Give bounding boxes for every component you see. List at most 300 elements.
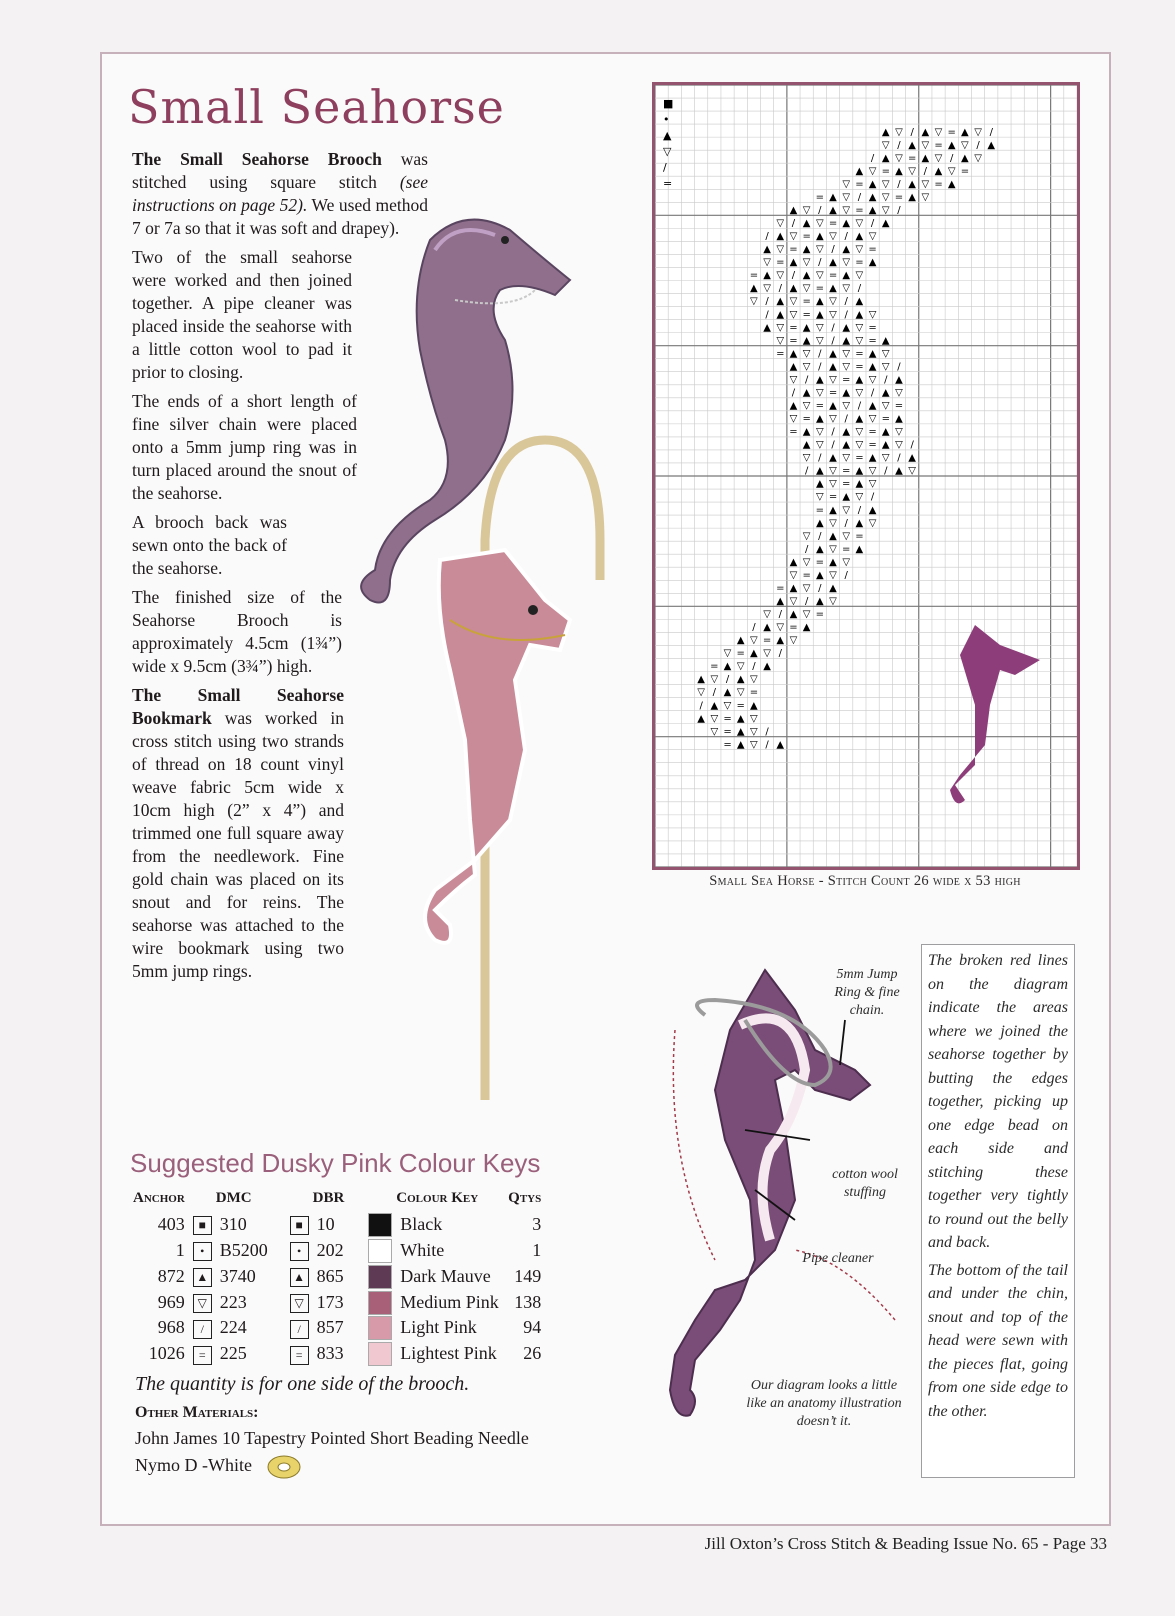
chart-symbol: ▽ (829, 517, 837, 529)
chart-symbol: / (884, 374, 888, 386)
chart-symbol: ▲ (868, 400, 877, 412)
chart-symbol: ▲ (829, 400, 837, 412)
chart-symbol: ▲ (763, 270, 771, 282)
chart-caption: Small Sea Horse - Stitch Count 26 wide x 53 high (709, 873, 1021, 889)
chart-symbol: ▽ (789, 231, 798, 243)
chart-symbol: ▽ (829, 374, 837, 386)
chart-symbol: ▽ (750, 726, 758, 738)
chart-symbol: ▲ (947, 139, 956, 151)
chart-symbol: = (776, 348, 785, 360)
chart-symbol: ▲ (789, 400, 798, 412)
chart-symbol: = (842, 543, 851, 555)
chart-symbol: ▲ (921, 126, 930, 138)
chart-symbol: = (815, 283, 825, 295)
chart-symbol: / (818, 530, 822, 542)
chart-symbol: ▲ (789, 361, 798, 373)
dmc-number: B5200 (219, 1239, 268, 1260)
dmc-number: 310 (219, 1213, 247, 1234)
page-title: Small Seahorse (128, 80, 505, 134)
chart-symbol: = (868, 335, 877, 347)
intro-p6-text: was worked in cross stitch using two strands of thread on 18 count vinyl weave fabric 5cm wide x 10cm high (2” x 4”) and trimmed one full square away from the needlework. Fine gold chain was placed on its snout and for reins. The seahorse was attached to the wire bookmark using two 5mm jump rings. (132, 708, 344, 981)
chart-symbol: ▲ (829, 556, 837, 568)
chart-symbol: ▽ (829, 465, 837, 477)
chart-symbol: / (699, 700, 703, 712)
chart-symbol: / (910, 439, 914, 451)
chart-symbol: ▲ (881, 387, 890, 399)
chart-symbol: ▲ (855, 478, 864, 490)
chart-symbol: = (789, 335, 798, 347)
chart-symbol: ▽ (829, 595, 837, 607)
chart-symbol: ▲ (710, 700, 719, 712)
chart-symbol: / (857, 191, 862, 203)
colour-key-row (133, 1263, 545, 1289)
chart-symbol: = (723, 726, 732, 738)
chart-symbol: / (791, 270, 796, 282)
chart-symbol: = (934, 139, 943, 151)
chart-symbol: ▲ (842, 439, 851, 451)
chart-symbol: ▲ (908, 452, 917, 464)
chart-symbol: ▲ (908, 139, 917, 151)
chart-symbol: ▲ (868, 504, 877, 516)
chart-symbol: / (884, 465, 888, 477)
chart-symbol: ▽ (842, 361, 851, 373)
chart-symbol: ▲ (750, 283, 758, 295)
chart-symbol: = (815, 400, 825, 412)
colour-name: White (400, 1239, 445, 1260)
chart-symbol: = (789, 244, 798, 256)
chart-symbol: ▽ (815, 491, 824, 503)
chart-symbol: / (818, 582, 822, 594)
chart-symbol: ▲ (723, 661, 732, 673)
chart-symbol: = (802, 231, 811, 243)
chart-symbol: ▲ (881, 426, 890, 438)
chart-symbol: ▽ (829, 413, 837, 425)
chart-symbol: = (855, 530, 864, 542)
chart-symbol: / (804, 465, 809, 477)
chart-symbol: / (897, 178, 901, 190)
chart-symbol: = (855, 178, 864, 190)
chart-symbol: ▲ (895, 374, 903, 386)
chart-symbol: ▲ (815, 413, 824, 425)
chart-symbol: ▲ (736, 739, 745, 751)
chart-symbol: = (736, 700, 745, 712)
chart-symbol: ▽ (868, 413, 877, 425)
jump-ring-label: 5mm Jump Ring & fine chain. (834, 967, 900, 1018)
chart-symbol: ▽ (723, 648, 732, 660)
chart-symbol: ▲ (802, 439, 811, 451)
chart-symbol: = (815, 609, 825, 621)
quantity: 1 (532, 1239, 542, 1260)
chart-symbol: ▽ (776, 244, 785, 256)
chart-symbol: ▲ (789, 609, 798, 621)
chart-symbol: ▲ (750, 648, 758, 660)
chart-symbol: ▲ (829, 452, 837, 464)
chart-symbol: ▲ (776, 296, 785, 308)
material-needle: John James 10 Tapestry Pointed Short Beading Needle (135, 1428, 529, 1448)
chart-symbol: ▽ (736, 687, 745, 699)
dbr-number: 857 (316, 1317, 344, 1338)
chart-symbol: = (710, 661, 719, 673)
chart-symbol: ▽ (868, 517, 877, 529)
chart-symbol: ▽ (881, 139, 890, 151)
chart-symbol: ▽ (789, 374, 798, 386)
chart-symbol: ▽ (802, 556, 811, 568)
chart-symbol: ▽ (789, 413, 798, 425)
colour-name: Black (400, 1213, 443, 1234)
chart-symbol: / (923, 165, 928, 177)
symbol-icon: ▽ (193, 1294, 212, 1313)
chart-symbol: ▲ (815, 231, 824, 243)
anchor-number: 1 (175, 1239, 185, 1260)
chart-symbol: = (894, 191, 904, 203)
chart-symbol: ▽ (710, 713, 719, 725)
chart-symbol: ▲ (895, 165, 903, 177)
chart-symbol: ▽ (829, 478, 837, 490)
dmc-number: 225 (219, 1343, 247, 1364)
chart-symbol: = (842, 465, 851, 477)
chart-symbol: ▲ (868, 257, 877, 269)
chart-symbol: ▽ (789, 569, 798, 581)
chart-symbol: ▲ (802, 218, 811, 230)
chart-symbol: / (712, 687, 717, 699)
chart-symbol: ▲ (789, 257, 798, 269)
chart-symbol: ▲ (789, 582, 798, 594)
chart-symbol: = (802, 413, 811, 425)
chart-symbol: = (828, 218, 838, 230)
chart-symbol: = (894, 400, 904, 412)
chart-symbol: ▽ (789, 309, 798, 321)
symbol-icon: / (193, 1320, 212, 1339)
chart-symbol: ▽ (802, 348, 811, 360)
colour-key-row (133, 1289, 545, 1315)
chart-symbol: ▽ (908, 465, 917, 477)
chart-symbol: ▲ (881, 152, 890, 164)
chart-symbol: ▲ (842, 491, 851, 503)
quantity: 3 (532, 1213, 542, 1234)
chart-legend-symbol: ■ (663, 97, 674, 110)
chart-symbol: ▲ (855, 517, 864, 529)
chart-symbol: / (778, 609, 782, 621)
chart-symbol: / (765, 231, 769, 243)
intro-p4: A brooch back was sewn onto the back of the seahorse. (132, 512, 287, 578)
page-footer: Jill Oxton’s Cross Stitch & Beading Issue No. 65 - Page 33 (704, 1534, 1107, 1553)
col-dmc: DMC (215, 1190, 252, 1206)
chart-symbol: / (778, 283, 782, 295)
chart-symbol: = (802, 569, 811, 581)
chart-symbol: ▲ (815, 309, 824, 321)
chart-symbol: = (868, 322, 877, 334)
chart-symbol: ▲ (829, 204, 837, 216)
chart-symbol: ▲ (855, 165, 864, 177)
chart-symbol: / (778, 648, 782, 660)
chart-symbol: ▽ (908, 165, 917, 177)
chart-symbol: ▽ (868, 309, 877, 321)
thread-spool-icon (266, 1454, 302, 1480)
chart-symbol: ▽ (881, 400, 890, 412)
chart-symbol: ▲ (750, 700, 758, 712)
symbol-icon: ■ (193, 1216, 212, 1235)
chart-symbol: ▽ (750, 713, 758, 725)
chart-symbol: ▲ (829, 348, 837, 360)
chart-symbol: ▽ (881, 178, 890, 190)
chart-symbol: ▲ (815, 478, 824, 490)
chart-symbol: ▲ (723, 687, 732, 699)
intro-p1-a: was stitched using square stitch (132, 149, 428, 192)
symbol-icon: • (290, 1242, 309, 1261)
intro-p3: The ends of a short length of fine silver chain were placed onto a 5mm jump ring was in turn placed around the snout of the seahorse. (132, 391, 357, 503)
anchor-number: 1026 (148, 1343, 185, 1364)
chart-symbol: ▽ (750, 739, 758, 751)
chart-symbol: ▲ (829, 530, 837, 542)
pipe-cleaner-label: Pipe cleaner (802, 1251, 874, 1266)
colour-name: Light Pink (400, 1317, 477, 1338)
colour-swatch (368, 1316, 392, 1340)
chart-symbol: ▽ (750, 296, 758, 308)
chart-symbol: ▲ (868, 452, 877, 464)
chart-symbol: = (947, 126, 956, 138)
chart-symbol: ▽ (802, 530, 811, 542)
colour-name: Medium Pink (400, 1291, 499, 1312)
chart-symbol: ▲ (868, 204, 877, 216)
chart-symbol: ▲ (815, 543, 824, 555)
colour-swatch (368, 1265, 392, 1289)
anatomy-note: Our diagram looks a little like an anatomy illustration doesn’t it. (746, 1378, 902, 1429)
chart-symbol: ▲ (881, 439, 890, 451)
chart-symbol: ▲ (815, 296, 824, 308)
chart-symbol: / (950, 152, 954, 164)
anchor-number: 403 (157, 1213, 185, 1234)
colour-swatch (368, 1291, 392, 1315)
chart-symbol: ▲ (736, 726, 745, 738)
colour-swatch (368, 1213, 392, 1237)
chart-symbol: / (844, 413, 848, 425)
chart-symbol: ▲ (697, 674, 706, 686)
chart-symbol: / (857, 283, 862, 295)
chart-symbol: ▲ (895, 465, 903, 477)
chart-symbol: ▽ (736, 661, 745, 673)
chart-symbol: ▽ (842, 556, 851, 568)
chart-symbol: = (855, 452, 864, 464)
chart-symbol: / (844, 569, 848, 581)
chart-symbol: ▲ (829, 361, 837, 373)
chart-legend-symbol: = (663, 177, 673, 190)
chart-symbol: = (776, 582, 785, 594)
dbr-number: 202 (316, 1239, 344, 1260)
chart-symbol: ▲ (868, 361, 877, 373)
chart-symbol: / (818, 348, 822, 360)
chart-symbol: = (815, 504, 825, 516)
chart-symbol: ▽ (881, 204, 890, 216)
chart-symbol: / (910, 126, 914, 138)
dbr-number: 10 (316, 1213, 335, 1234)
chart-symbol: ▽ (802, 257, 811, 269)
chart-symbol: = (855, 348, 864, 360)
chart-symbol: ▽ (855, 270, 864, 282)
chart-symbol: / (818, 204, 822, 216)
chart-symbol: / (870, 152, 875, 164)
chart-symbol: ▽ (881, 348, 890, 360)
chart-symbol: ▲ (855, 231, 864, 243)
symbol-icon: = (193, 1346, 212, 1365)
chart-symbol: ▲ (855, 309, 864, 321)
chart-symbol: ▽ (776, 270, 785, 282)
chart-symbol: ▲ (842, 426, 851, 438)
symbol-icon: / (290, 1320, 309, 1339)
chart-symbol: ▽ (895, 152, 903, 164)
chart-symbol: = (868, 244, 877, 256)
chart-symbol: = (828, 491, 838, 503)
chart-symbol: ▲ (776, 595, 785, 607)
chart-symbol: ▽ (710, 726, 719, 738)
colour-key-row (133, 1340, 545, 1366)
chart-symbol: ▽ (710, 674, 719, 686)
chart-symbol: ▽ (855, 244, 864, 256)
chart-symbol: ▽ (974, 152, 982, 164)
chart-symbol: ▲ (815, 465, 824, 477)
chart-symbol: = (828, 270, 838, 282)
chart-symbol: ▽ (776, 622, 785, 634)
chart-symbol: ▽ (842, 283, 851, 295)
chart-symbol: = (762, 635, 772, 647)
note-p1: The broken red lines on the diagram indicate the areas where we joined the seahorse together by butting the edges together, picking up one edge bead on each side and stitching these together very tightly to round out the belly and back. (928, 952, 1068, 1251)
chart-symbol: ▽ (697, 687, 706, 699)
chart-symbol: / (976, 139, 980, 151)
colour-key-table (133, 1190, 545, 1366)
chart-symbol: / (765, 296, 769, 308)
chart-symbol: ▽ (815, 426, 824, 438)
chart-symbol: ▲ (908, 178, 917, 190)
chart-symbol: ▲ (815, 569, 824, 581)
chart-symbol: / (857, 504, 862, 516)
chart-symbol: ▽ (868, 165, 877, 177)
chart-symbol: = (723, 739, 732, 751)
chart-symbol: = (749, 687, 759, 699)
mini-seahorse-image (950, 625, 1040, 803)
chart-symbol: ▽ (802, 361, 811, 373)
dbr-number: 173 (316, 1291, 344, 1312)
colour-swatch (368, 1342, 392, 1366)
chart-legend-symbol: • (663, 113, 670, 126)
chart-symbol: ▽ (802, 283, 811, 295)
colour-name: Dark Mauve (400, 1265, 491, 1286)
chart-symbol: ▽ (842, 257, 851, 269)
chart-symbol: / (804, 595, 809, 607)
colour-key-row (133, 1315, 545, 1341)
chart-symbol: ▲ (802, 335, 811, 347)
chart-symbol: / (844, 296, 848, 308)
chart-symbol: ▽ (815, 244, 824, 256)
symbol-icon: ▽ (290, 1294, 309, 1313)
chart-symbol: = (723, 713, 732, 725)
chart-symbol: = (881, 413, 890, 425)
chart-symbol: ▲ (789, 348, 798, 360)
chart-symbol: ▽ (895, 439, 903, 451)
colour-key-row (133, 1237, 545, 1263)
colour-name: Lightest Pink (400, 1343, 497, 1364)
intro-p1-b: We used method 7 or 7a so that it was soft and drapey). (132, 195, 428, 238)
chart-symbol: ▽ (934, 126, 943, 138)
chart-symbol: ▲ (895, 413, 903, 425)
chart-symbol: ▲ (842, 322, 851, 334)
chart-symbol: ▽ (881, 361, 890, 373)
chart-symbol: / (791, 218, 796, 230)
chart-symbol: ▲ (868, 191, 877, 203)
chart-symbol: / (725, 674, 730, 686)
chart-symbol: ▲ (829, 582, 837, 594)
chart-symbol: = (828, 387, 838, 399)
colour-key-row (133, 1211, 545, 1237)
material-thread-label: Nymo D -White (135, 1455, 252, 1476)
chart-symbol: ▲ (697, 713, 706, 725)
chart-symbol: / (818, 452, 822, 464)
chart-symbol: ▽ (802, 204, 811, 216)
chart-symbol: ▲ (763, 661, 771, 673)
chart-symbol: / (752, 622, 756, 634)
chart-symbol: ▲ (881, 335, 890, 347)
other-materials-label: Other Materials: (135, 1404, 259, 1421)
chart-symbol: ▽ (855, 322, 864, 334)
chart-symbol: = (855, 257, 864, 269)
chart-symbol: ▽ (855, 218, 864, 230)
chart-symbol: ▽ (763, 609, 771, 621)
chart-symbol: = (815, 191, 825, 203)
chart-symbol: ▲ (829, 191, 837, 203)
chart-symbol: ▽ (829, 231, 837, 243)
chart-symbol: ▽ (802, 400, 811, 412)
chart-symbol: = (736, 648, 745, 660)
chart-symbol: / (897, 204, 901, 216)
chart-symbol: / (831, 244, 835, 256)
chart-symbol: = (789, 426, 798, 438)
chart-symbol: ▽ (842, 204, 851, 216)
chart-symbol: ▲ (815, 517, 824, 529)
joining-note-box (921, 944, 1075, 1478)
chart-symbol: = (815, 556, 825, 568)
chart-symbol: = (960, 165, 970, 177)
quantity-note: The quantity is for one side of the brooch. (135, 1373, 470, 1395)
material-thread (135, 1454, 302, 1480)
chart-symbol: ▽ (815, 387, 824, 399)
colour-key-heading: Suggested Dusky Pink Colour Keys (130, 1148, 541, 1178)
symbol-icon: = (290, 1346, 309, 1365)
chart-symbol: ▲ (776, 231, 785, 243)
chart-symbol: ▲ (829, 504, 837, 516)
intro-p6 (132, 684, 344, 983)
cotton-wool-label: cotton wool stuffing (832, 1167, 898, 1200)
chart-symbol: ▲ (842, 335, 851, 347)
chart-symbol: ▲ (815, 374, 824, 386)
chart-symbol: ▲ (736, 674, 745, 686)
colour-swatch (368, 1239, 392, 1263)
chart-symbol: ▲ (881, 218, 890, 230)
chart-symbol: ▽ (829, 309, 837, 321)
chart-symbol: ▽ (763, 648, 771, 660)
chart-symbol: ▽ (842, 400, 851, 412)
chart-symbol: ▽ (815, 270, 824, 282)
chart-symbol: ▽ (842, 504, 851, 516)
chart-symbol: / (844, 231, 848, 243)
chart-symbol: ▽ (750, 635, 758, 647)
chart-symbol: ▽ (868, 465, 877, 477)
chart-symbol: = (868, 426, 877, 438)
chart-symbol: ▽ (763, 283, 771, 295)
chart-symbol: ▽ (829, 296, 837, 308)
chart-symbol: / (870, 387, 875, 399)
chart-symbol: ▲ (802, 622, 811, 634)
chart-symbol: ▽ (763, 257, 771, 269)
chart-symbol: ▲ (881, 126, 890, 138)
chart-symbol: ▲ (829, 257, 837, 269)
